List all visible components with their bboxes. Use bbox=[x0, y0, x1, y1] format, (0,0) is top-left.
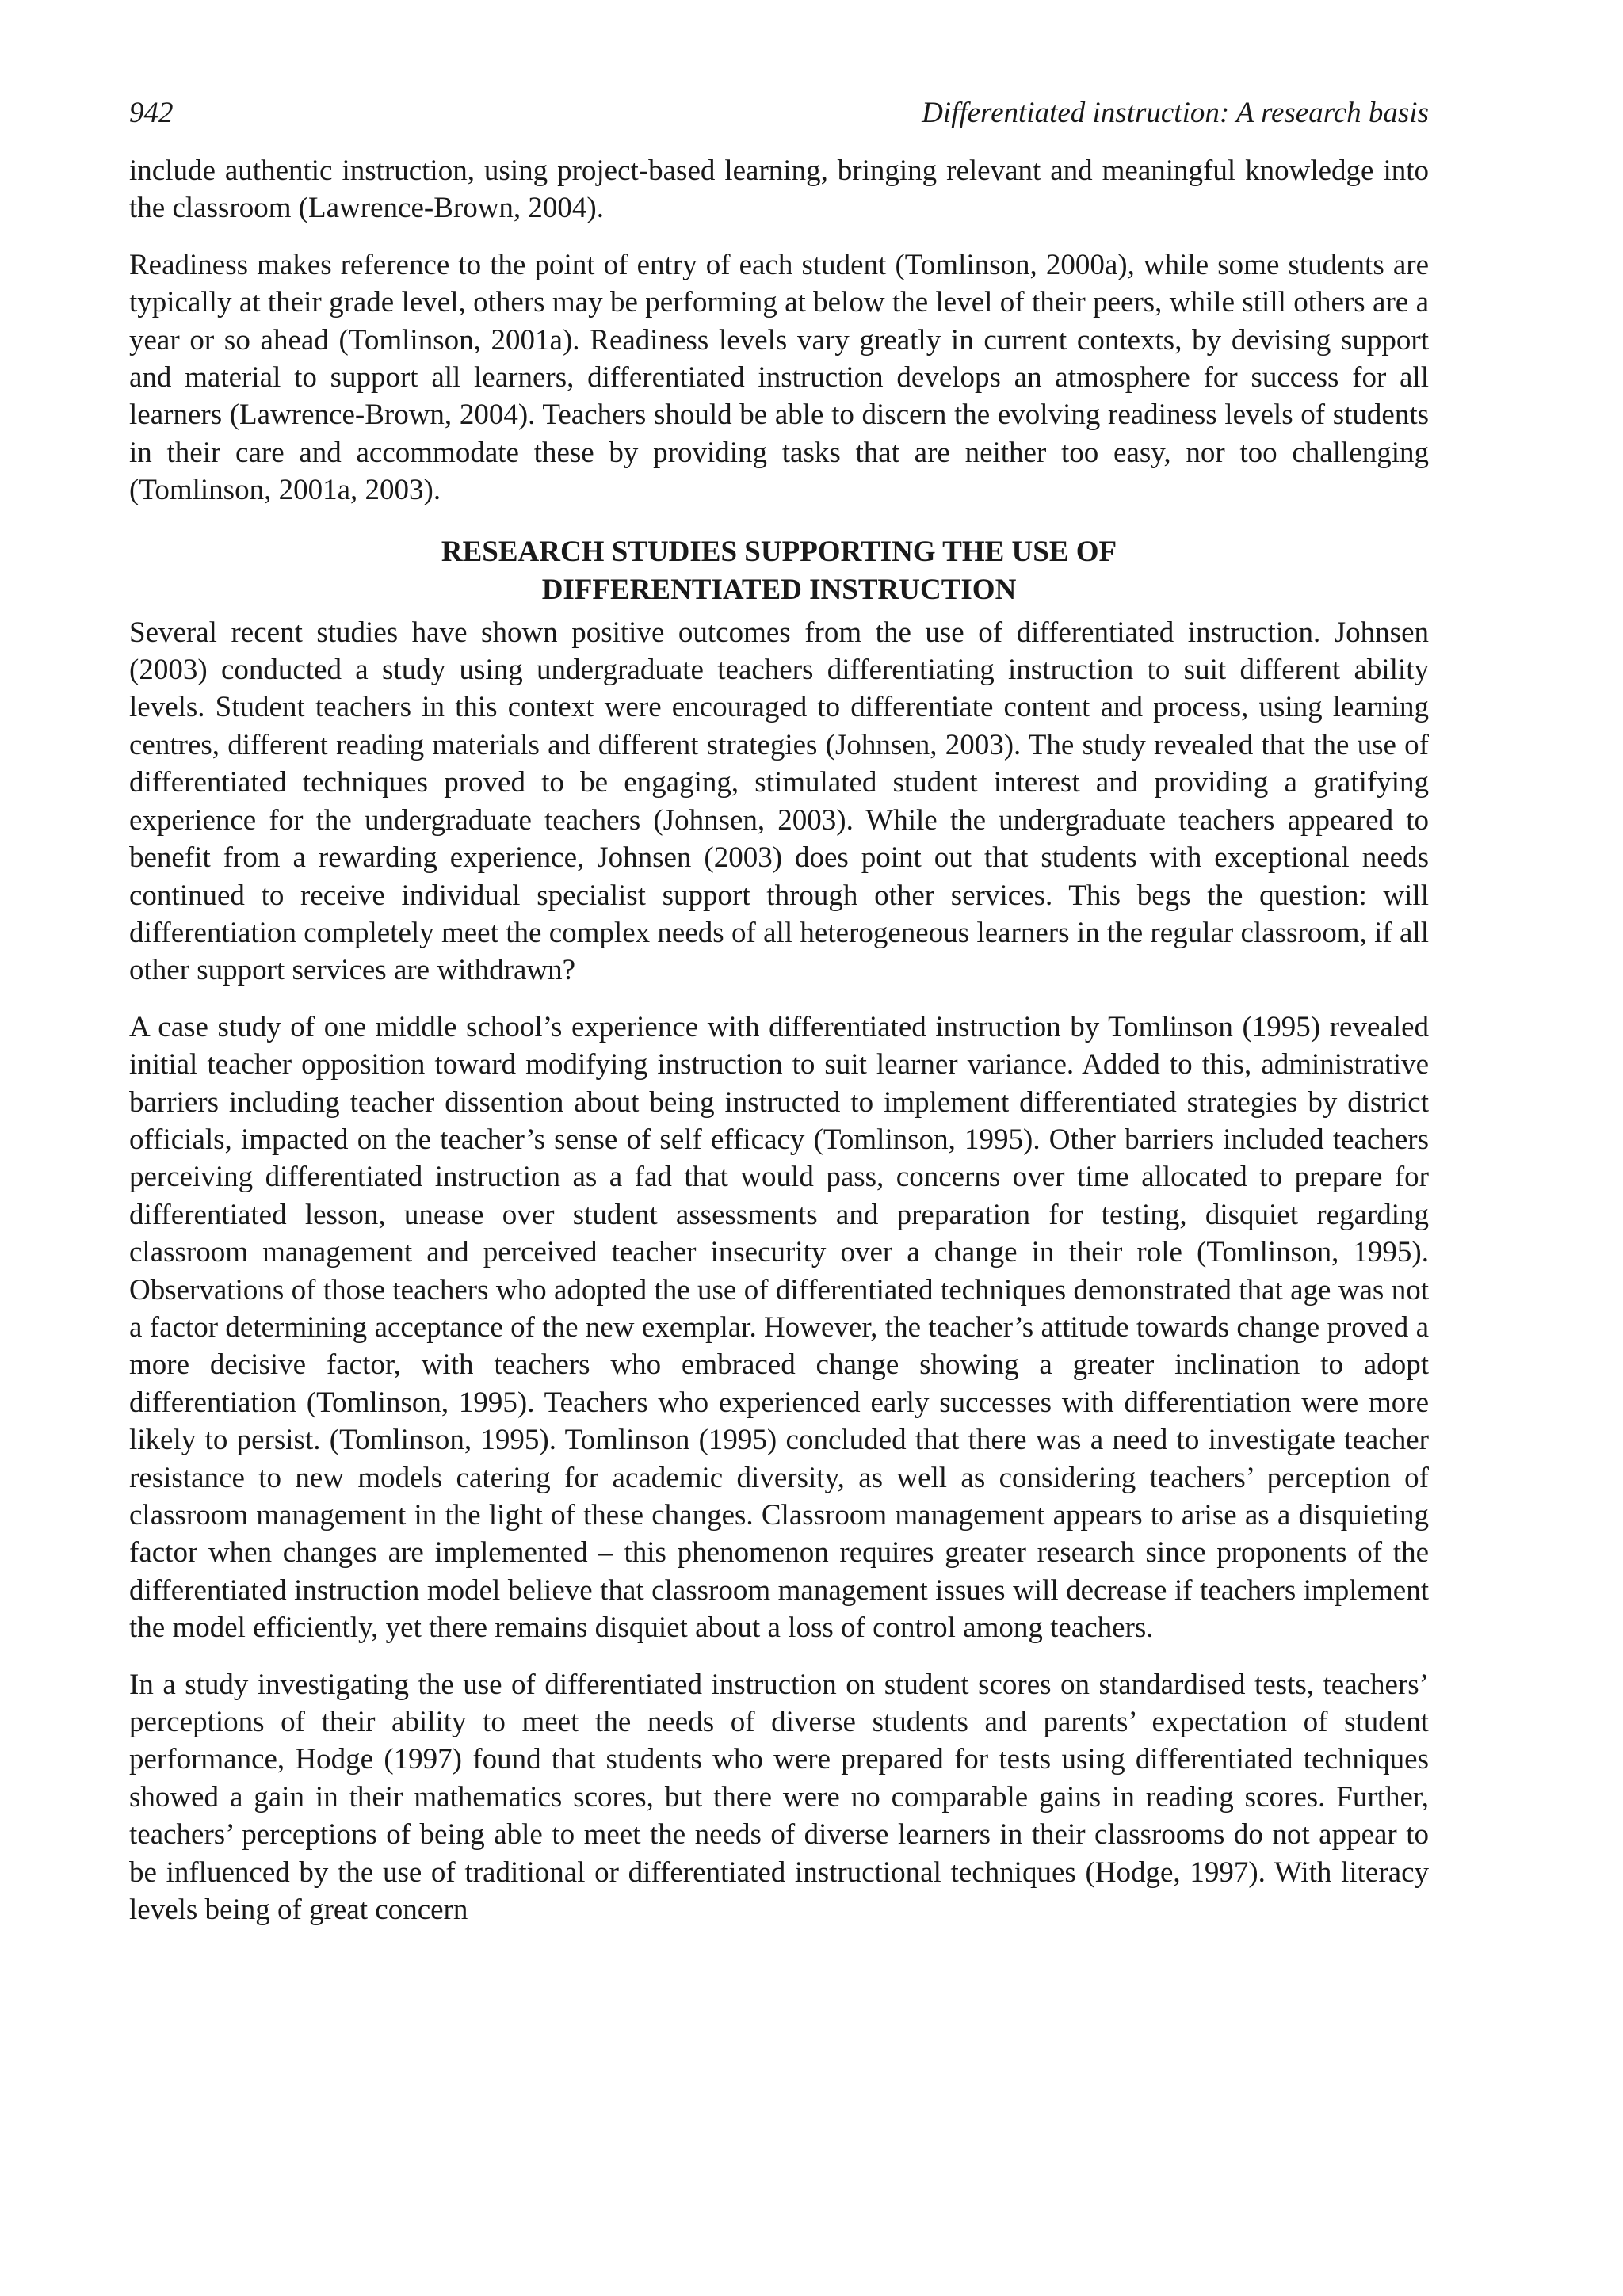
section-heading-line: DIFFERENTIATED INSTRUCTION bbox=[541, 573, 1017, 606]
paragraph: In a study investigating the use of differentiated instruction on student scores on standardised tests, teachers’ perceptions of their ability to meet the needs of diverse students and parents’ expectation of student performance, Hodge (1997) found that students who were prepared for tests using differentiated techniques showed a gain in their mathematics scores, but there were no comparable gains in reading scores. Further, teachers’ perceptions of being able to meet the needs of diverse learners in their classrooms do not appear to be influenced by the use of traditional or differentiated instructional techniques (Hodge, 1997). With literacy levels being of great concern bbox=[129, 1668, 1429, 1927]
section-heading bbox=[129, 533, 1429, 609]
paragraph: Readiness makes reference to the point of entry of each student (Tomlinson, 2000a), while some students are typically at their grade level, others may be performing at below the level of their peers, while still others are a year or so ahead (Tomlinson, 2001a). Readiness levels vary greatly in current contexts, by devising support and material to support all learners, differentiated instruction develops an atmosphere for success for all learners (Lawrence-Brown, 2004). Teachers should be able to discern the evolving readiness levels of students in their care and accommodate these by providing tasks that are neither too easy, nor too challenging (Tomlinson, 2001a, 2003). bbox=[129, 248, 1429, 507]
paragraph: A case study of one middle school’s experience with differentiated instruction by Tomlinson (1995) revealed initial teacher opposition toward modifying instruction to suit learner variance. Added to this, administrative barriers including teacher dissention about being instructed to implement differentiated strategies by district officials, impacted on the teacher’s sense of self efficacy (Tomlinson, 1995). Other barriers included teachers perceiving differentiated instruction as a fad that would pass, concerns over time allocated to prepare for differentiated lesson, unease over student assessments and preparation for testing, disquiet regarding classroom management and perceived teacher insecurity over a change in their role (Tomlinson, 1995). Observations of those teachers who adopted the use of differentiated techniques demonstrated that age was not a factor determining acceptance of the new exemplar. However, the teacher’s attitude towards change proved a more decisive factor, with teachers who embraced change showing a greater inclination to adopt differentiation (Tomlinson, 1995). Teachers who experienced early successes with differentiation were more likely to persist. (Tomlinson, 1995). Tomlinson (1995) concluded that there was a need to investigate teacher resistance to new models catering for academic diversity, as well as considering teachers’ perception of classroom management in the light of these changes. Classroom management appears to arise as a disquieting factor when changes are implemented – this phenomenon requires greater research since proponents of the differentiated instruction model believe that classroom management issues will decrease if teachers implement the model efficiently, yet there remains disquiet about a loss of control among teachers. bbox=[129, 1010, 1429, 1645]
running-title: Differentiated instruction: A research basis bbox=[922, 97, 1429, 129]
body-text bbox=[129, 152, 1429, 1928]
running-header bbox=[129, 95, 1429, 132]
document-page bbox=[129, 95, 1429, 1947]
section-heading-line: RESEARCH STUDIES SUPPORTING THE USE OF bbox=[441, 535, 1117, 568]
paragraph: Several recent studies have shown positive outcomes from the use of differentiated instruction. Johnsen (2003) conducted a study using undergraduate teachers differentiating instruction to suit different ability levels. Student teachers in this context were encouraged to differentiate content and process, using learning centres, different reading materials and different strategies (Johnsen, 2003). The study revealed that the use of differentiated techniques proved to be engaging, stimulated student interest and providing a gratifying experience for the undergraduate teachers (Johnsen, 2003). While the undergraduate teachers appeared to benefit from a rewarding experience, Johnsen (2003) does point out that students with exceptional needs continued to receive individual specialist support through other services. This begs the question: will differentiation completely meet the complex needs of all heterogeneous learners in the regular classroom, if all other support services are withdrawn? bbox=[129, 616, 1429, 987]
page-number: 942 bbox=[129, 97, 174, 129]
paragraph: include authentic instruction, using project-based learning, bringing relevant and meaningful knowledge into the classroom (Lawrence-Brown, 2004). bbox=[129, 154, 1429, 225]
